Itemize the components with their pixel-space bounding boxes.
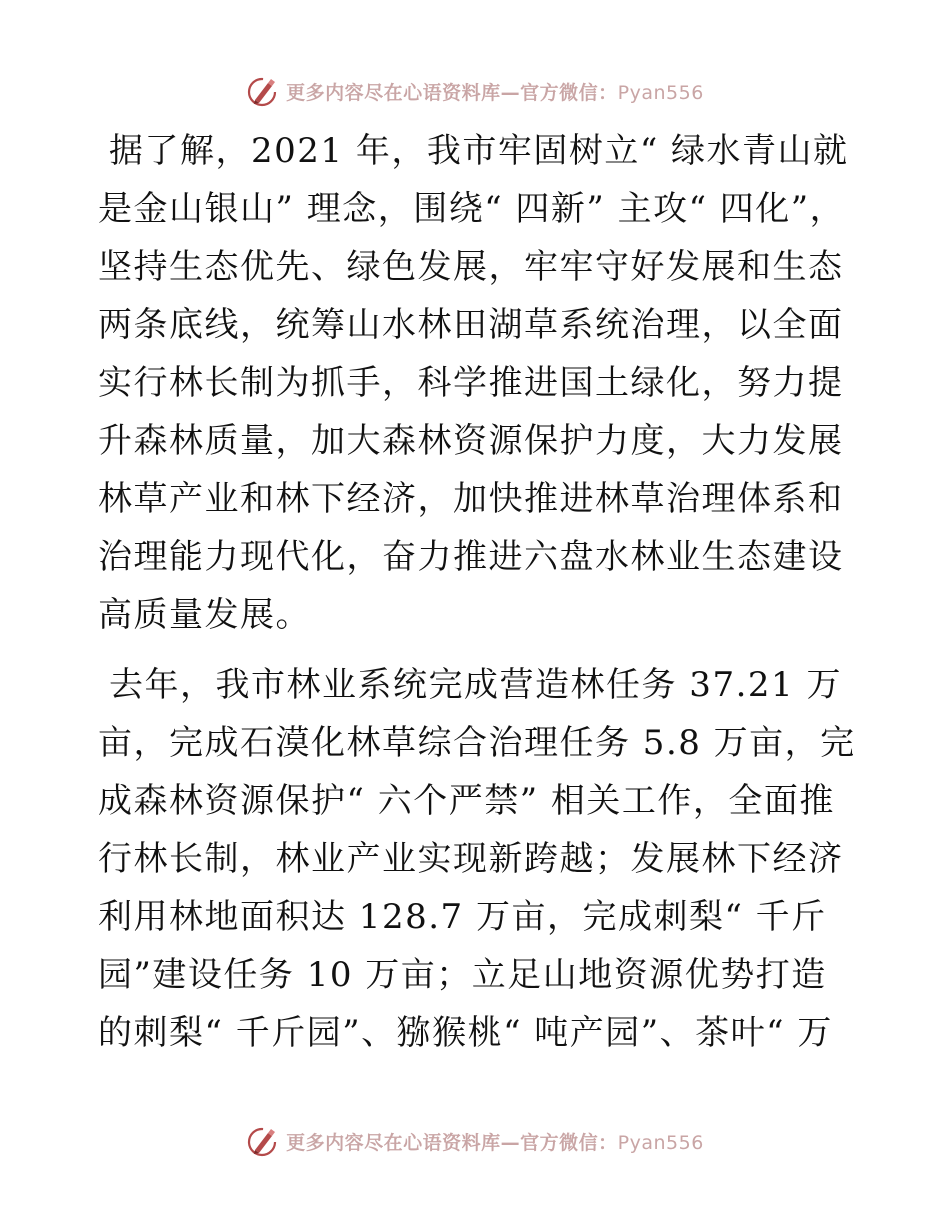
pen-ink-logo-icon (246, 74, 280, 108)
watermark-text-cn: 更多内容尽在心语资料库—官方微信： (286, 81, 618, 104)
watermark-text (286, 1128, 704, 1155)
watermark-text (286, 78, 704, 105)
document-body (98, 122, 858, 1062)
paragraph-2: 去年，我市林业系统完成营造林任务 37.21 万亩，完成石漠化林草综合治理任务 5.8 万亩，完成森林资源保护“ 六个严禁” 相关工作，全面推行林长制，林业产业实现新跨越；发展林下经济利用林地面积达 128.7 万亩，完成刺梨“ 千斤园”建设任务 10 万亩；立足山地资源优势打造的刺梨“ 千斤园”、猕猴桃“ 吨产园”、茶叶“ 万 (98, 665, 856, 1053)
watermark-wechat-id: Pyan556 (617, 1131, 704, 1154)
pen-ink-logo-icon (246, 1124, 280, 1158)
watermark-banner-top (0, 71, 950, 111)
paragraph-1: 据了解，2021 年，我市牢固树立“ 绿水青山就是金山银山” 理念，围绕“ 四新” 主攻“ 四化”，坚持生态优先、绿色发展，牢牢守好发展和生态两条底线，统筹山水林田湖草系统治理，以全面实行林长制为抓手，科学推进国土绿化，努力提升森林质量，加大森林资源保护力度，大力发展林草产业和林下经济，加快推进林草治理体系和治理能力现代化，奋力推进六盘水林业生态建设高质量发展。 (98, 131, 849, 635)
watermark-text-cn: 更多内容尽在心语资料库—官方微信： (286, 1131, 618, 1154)
watermark-banner-bottom (0, 1121, 950, 1161)
watermark-wechat-id: Pyan556 (617, 81, 704, 104)
